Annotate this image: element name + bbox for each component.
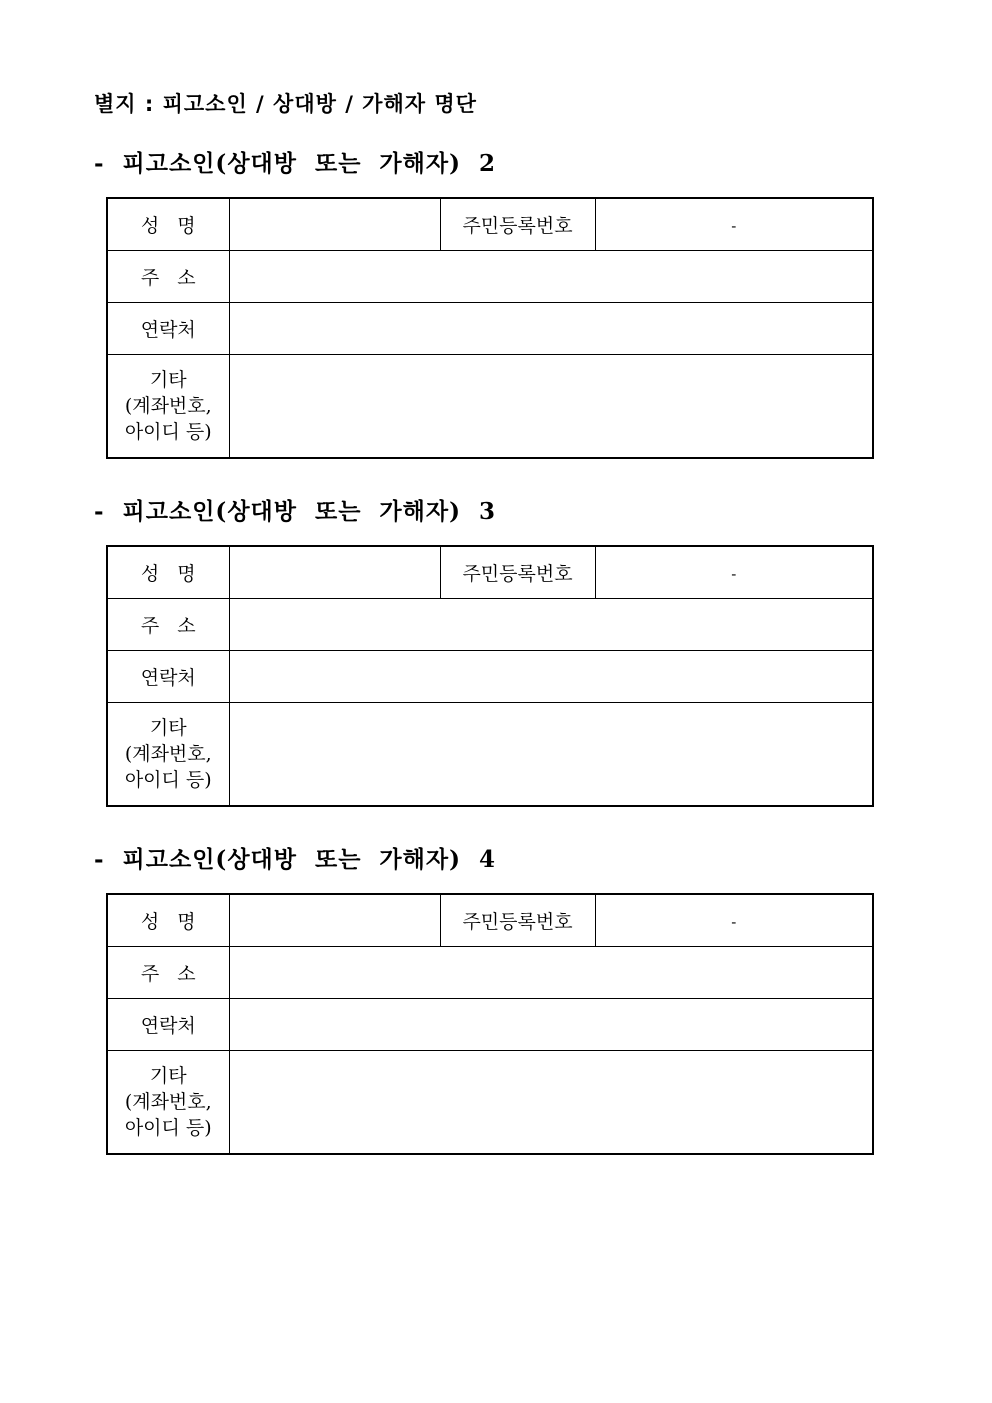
etc-label-line3: 아이디 등)	[124, 1117, 212, 1139]
etc-label-line1: 기타	[149, 717, 187, 739]
etc-field[interactable]	[229, 355, 873, 459]
resident-number-label: 주민등록번호	[440, 546, 595, 599]
contact-label: 연락처	[107, 303, 229, 355]
name-field[interactable]	[229, 546, 440, 599]
name-label: 성 명	[107, 198, 229, 251]
defendant-info-table	[106, 197, 874, 459]
etc-field[interactable]	[229, 703, 873, 807]
name-field[interactable]	[229, 198, 440, 251]
etc-label-line3: 아이디 등)	[124, 769, 212, 791]
address-field[interactable]	[229, 599, 873, 651]
contact-label: 연락처	[107, 651, 229, 703]
resident-number-dash: -	[731, 912, 737, 931]
contact-field[interactable]	[229, 999, 873, 1051]
etc-label-line2: (계좌번호,	[124, 1091, 212, 1113]
etc-label-line2: (계좌번호,	[124, 395, 212, 417]
contact-field[interactable]	[229, 303, 873, 355]
name-label: 성 명	[107, 546, 229, 599]
contact-field[interactable]	[229, 651, 873, 703]
name-field[interactable]	[229, 894, 440, 947]
resident-number-dash: -	[731, 564, 737, 583]
section-heading: - 피고소인(상대방 또는 가해자) 2	[94, 150, 496, 177]
section-heading: - 피고소인(상대방 또는 가해자) 4	[94, 846, 496, 873]
resident-number-label: 주민등록번호	[440, 198, 595, 251]
etc-field[interactable]	[229, 1051, 873, 1155]
address-label: 주 소	[107, 251, 229, 303]
contact-label: 연락처	[107, 999, 229, 1051]
etc-label-line1: 기타	[149, 369, 187, 391]
resident-number-field[interactable]	[595, 546, 873, 599]
document-title: 별지 : 피고소인 / 상대방 / 가해자 명단	[94, 92, 477, 116]
etc-label-line1: 기타	[149, 1065, 187, 1087]
address-label: 주 소	[107, 599, 229, 651]
etc-label	[107, 355, 229, 459]
resident-number-dash: -	[731, 216, 737, 235]
resident-number-label: 주민등록번호	[440, 894, 595, 947]
address-field[interactable]	[229, 947, 873, 999]
etc-label-line3: 아이디 등)	[124, 421, 212, 443]
address-field[interactable]	[229, 251, 873, 303]
defendant-info-table	[106, 545, 874, 807]
defendant-info-table	[106, 893, 874, 1155]
name-label: 성 명	[107, 894, 229, 947]
address-label: 주 소	[107, 947, 229, 999]
etc-label-line2: (계좌번호,	[124, 743, 212, 765]
etc-label	[107, 703, 229, 807]
resident-number-field[interactable]	[595, 198, 873, 251]
etc-label	[107, 1051, 229, 1155]
resident-number-field[interactable]	[595, 894, 873, 947]
section-heading: - 피고소인(상대방 또는 가해자) 3	[94, 498, 496, 525]
